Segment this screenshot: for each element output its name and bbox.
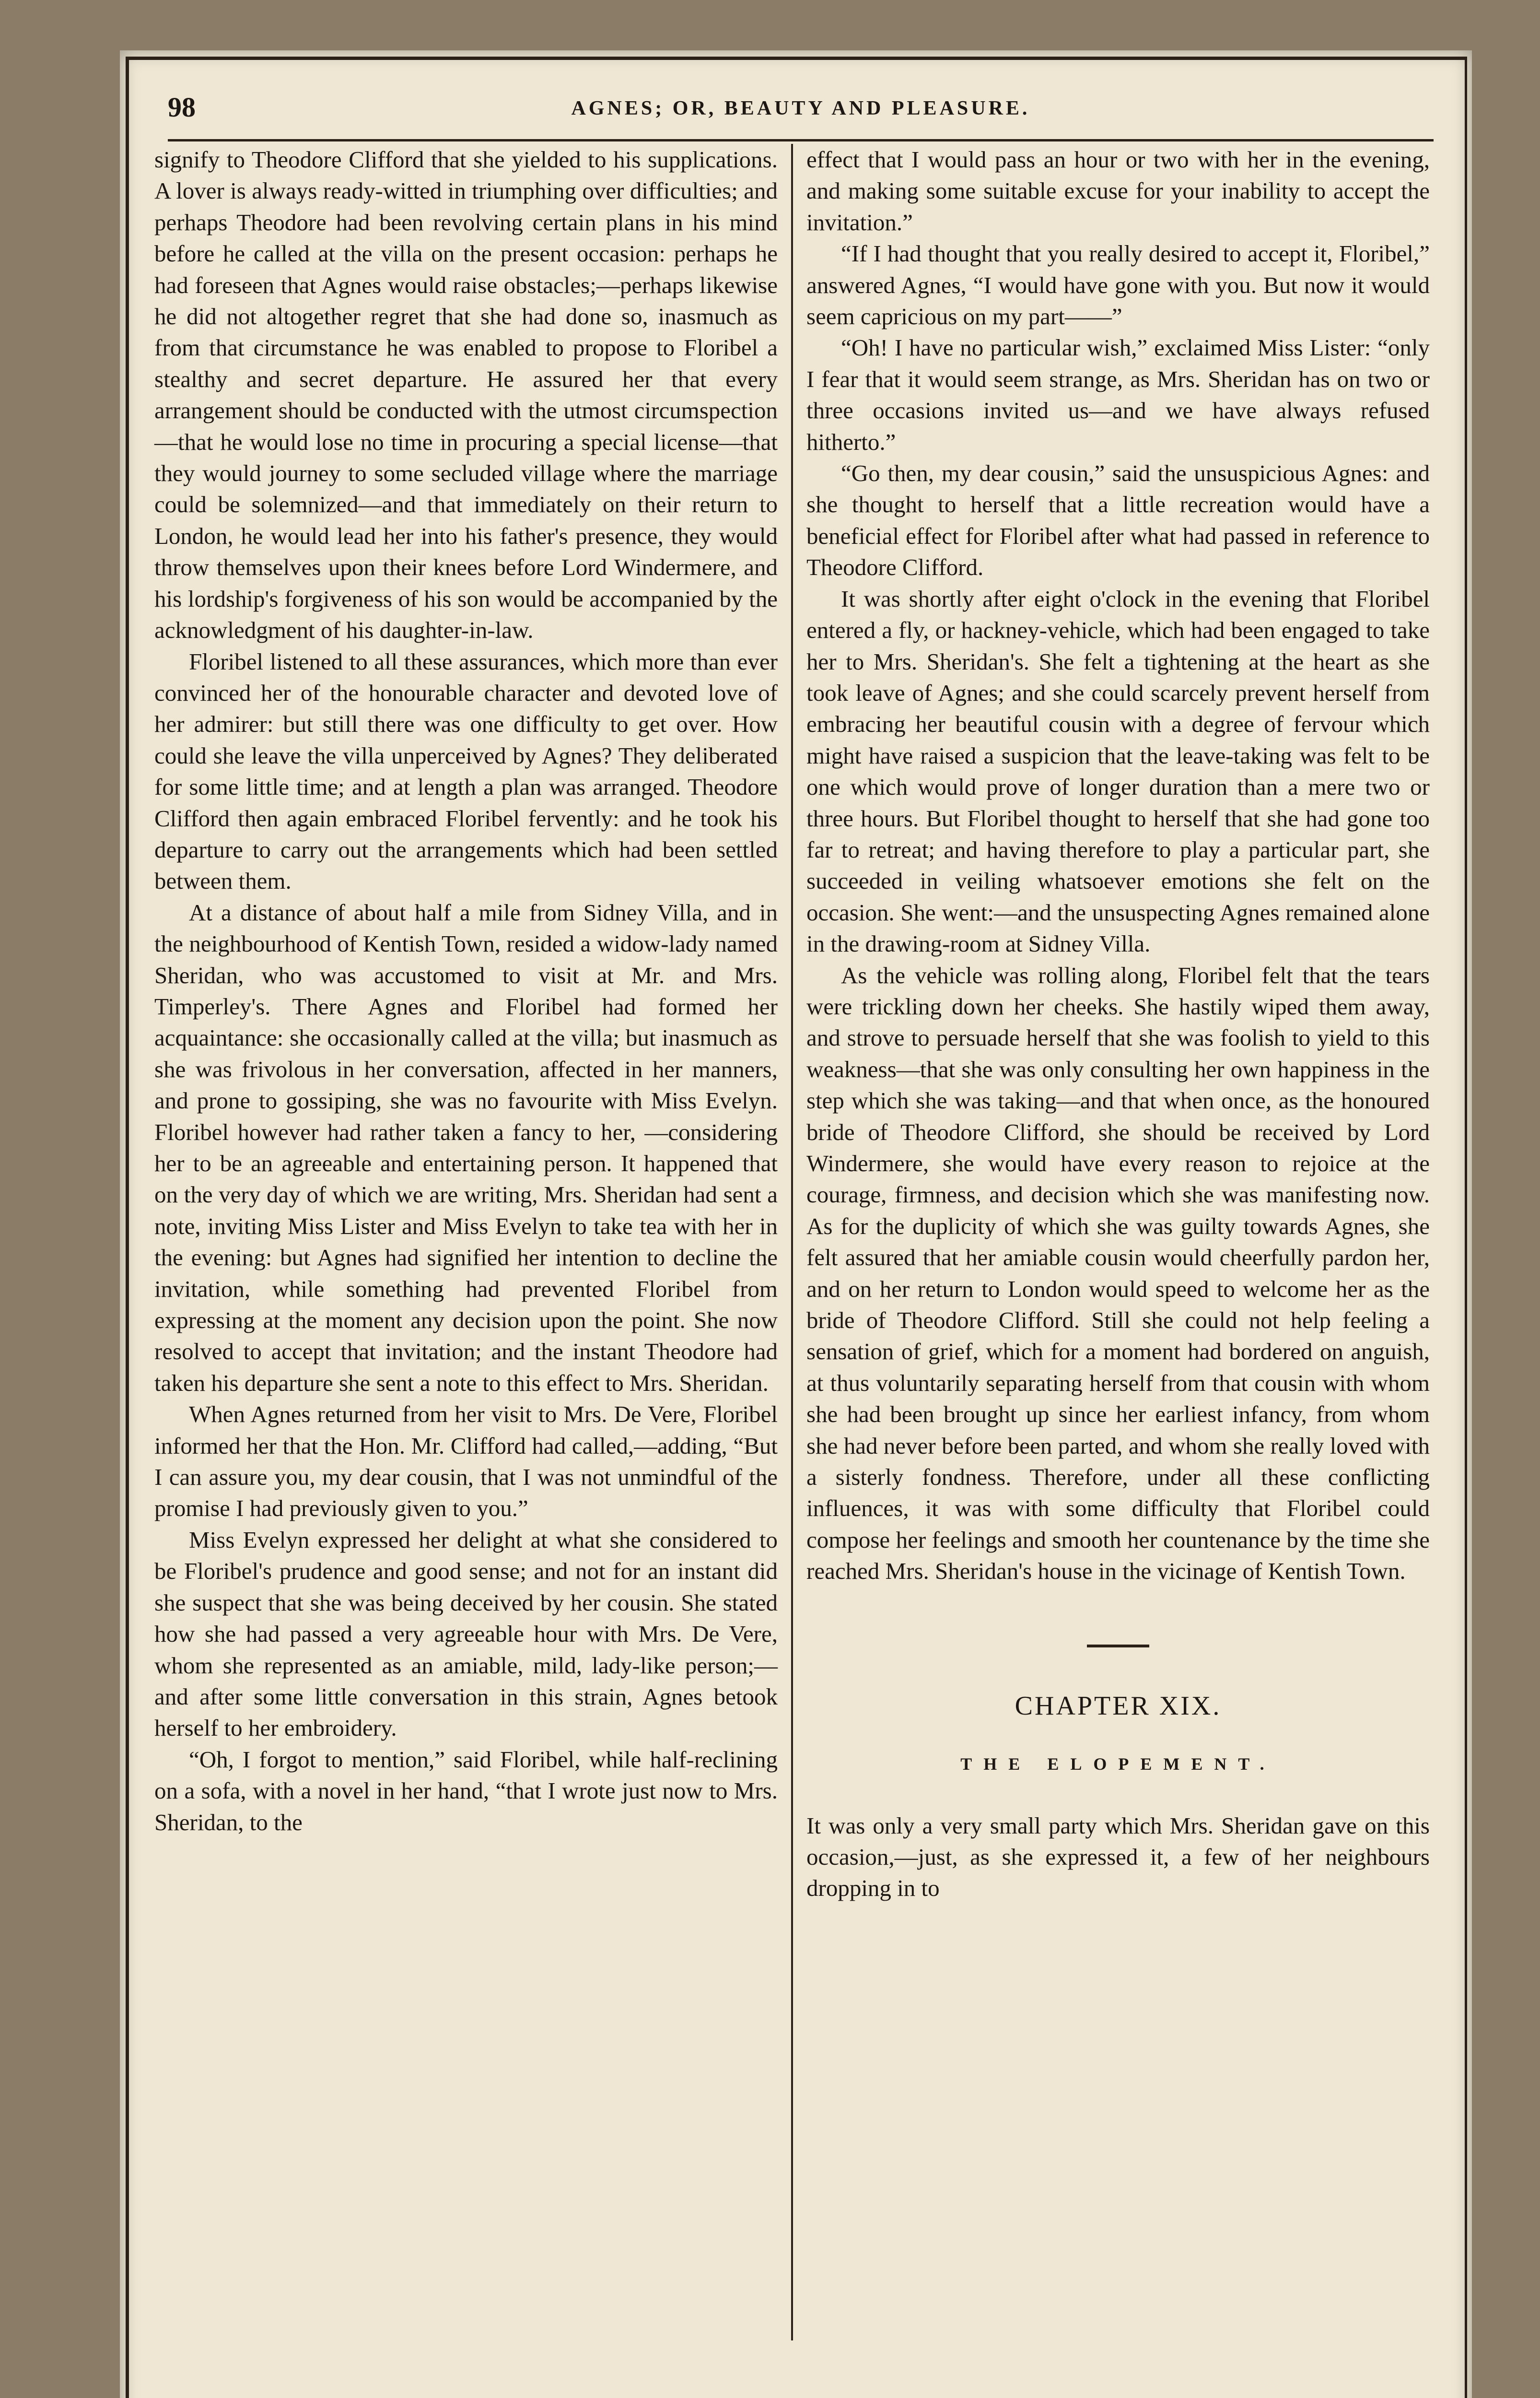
- paragraph: signify to Theodore Clifford that she yielded to his supplications. A lover is always ready-witted in triumphing over difficulties; and perhaps Theodore had been revolving certain plans in his mind before he called at the villa on the present occasion: perhaps he had foreseen that Agnes would raise obstacles;—perhaps likewise he did not altogether regret that she had done so, inasmuch as from that circumstance he was enabled to propose to Floribel a stealthy and secret departure. He assured her that every arrangement should be conducted with the utmost circumspection—that he would lose no time in procuring a special license—that they would journey to some secluded village where the marriage could be solemnized—and that immediately on their return to London, he would lead her into his father's presence, they would throw themselves upon their knees before Lord Windermere, and his lordship's forgiveness of his son would be accompanied by the acknowledgment of his daughter-in-law.: [154, 146, 778, 644]
- left-column: [154, 144, 778, 1838]
- paragraph: Miss Evelyn expressed her delight at what she considered to be Floribel's prudence and good sense; and not for an instant did she suspect that she was being deceived by her cousin. She stated how she had passed a very agreeable hour with Mrs. De Vere, whom she represented as an amiable, mild, lady-like person;—and after some little conversation in this strain, Agnes betook herself to her embroidery.: [154, 1526, 778, 1741]
- paragraph: effect that I would pass an hour or two with her in the evening, and making some suitable excuse for your inability to accept the invitation.”: [806, 146, 1430, 235]
- paragraph: When Agnes returned from her visit to Mrs. De Vere, Floribel informed her that the Hon. Mr. Clifford had called,—adding, “But I can assure you, my dear cousin, that I was not unmindful of the promise I had previously given to you.”: [154, 1401, 778, 1522]
- paragraph: Floribel listened to all these assurances, which more than ever convinced her of the honourable character and devoted love of her admirer: but still there was one difficulty to get over. How could she leave the villa unperceived by Agnes? They deliberated for some little time; and at length a plan was arranged. Theodore Clifford then again embraced Floribel fervently: and he took his departure to carry out the arrangements which had been settled between them.: [154, 648, 778, 894]
- section-divider: [1087, 1645, 1149, 1647]
- paragraph: At a distance of about half a mile from Sidney Villa, and in the neighbourhood of Kentish Town, resided a widow-lady named Sheridan, who was accustomed to visit at Mr. and Mrs. Timperley's. There Agnes and Floribel had formed her acquaintance: she occasionally called at the villa; but inasmuch as she was frivolous in her conversation, affected in her manners, and prone to gossiping, she was no favourite with Miss Evelyn. Floribel however had rather taken a fancy to her, —considering her to be an agreeable and entertaining person. It happened that on the very day of which we are writing, Mrs. Sheridan had sent a note, inviting Miss Lister and Miss Evelyn to take tea with her in the evening: but Agnes had signified her intention to decline the invitation, while something had prevented Floribel from expressing at the moment any decision upon the point. She now resolved to accept that invitation; and the instant Theodore had taken his departure she sent a note to this effect to Mrs. Sheridan.: [154, 899, 778, 1396]
- paragraph: “If I had thought that you really desired to accept it, Floribel,” answered Agnes, “I would have gone with you. But now it would seem capricious on my part——”: [806, 240, 1430, 330]
- chapter-opening-paragraph: It was only a very small party which Mrs. Sheridan gave on this occasion,—just, as she expressed it, a few of her neighbours dropping in to: [806, 1812, 1430, 1902]
- paragraph: “Go then, my dear cousin,” said the unsuspicious Agnes: and she thought to herself that a little recreation would have a beneficial effect for Floribel after what had passed in reference to Theodore Clifford.: [806, 460, 1430, 581]
- paragraph: It was shortly after eight o'clock in the evening that Floribel entered a fly, or hackney-vehicle, which had been engaged to take her to Mrs. Sheridan's. She felt a tightening at the heart as she took leave of Agnes; and she could scarcely prevent herself from embracing her beautiful cousin with a degree of fervour which might have raised a suspicion that the leave-taking was felt to be one which would prove of longer duration than a mere two or three hours. But Floribel thought to herself that she had gone too far to retreat; and having therefore to play a particular part, she succeeded in veiling whatsoever emotions she felt on the occasion. She went:—and the unsuspecting Agnes remained alone in the drawing-room at Sidney Villa.: [806, 585, 1430, 957]
- page-number: 98: [168, 92, 196, 123]
- chapter-title: CHAPTER XIX.: [1015, 1691, 1222, 1721]
- paragraph: “Oh, I forgot to mention,” said Floribel, while half-reclining on a sofa, with a novel in her hand, “that I wrote just now to Mrs. Sheridan, to the: [154, 1746, 778, 1835]
- running-head: AGNES; OR, BEAUTY AND PLEASURE.: [571, 97, 1030, 119]
- column-divider: [791, 144, 793, 2340]
- right-column: [806, 144, 1430, 1904]
- paragraph: As the vehicle was rolling along, Floribel felt that the tears were trickling down her cheeks. She hastily wiped them away, and strove to persuade herself that she was foolish to yield to this weakness—that she was only consulting her own happiness in the step which she was taking—and that when once, as the honoured bride of Theodore Clifford, she should be received by Lord Windermere, she would have every reason to rejoice at the courage, firmness, and decision which she was manifesting now. As for the duplicity of which she was guilty towards Agnes, she felt assured that her amiable cousin would cheerfully pardon her, and on her return to London would speed to welcome her as the bride of Theodore Clifford. Still she could not help feeling a sensation of grief, which for a moment had bordered on anguish, at thus voluntarily separating herself from that cousin with whom she had been brought up since her earliest infancy, from whom she had never before been parted, and whom she really loved with a sisterly fondness. Therefore, under all these conflicting influences, it was with some difficulty that Floribel could compose her feelings and smooth her countenance by the time she reached Mrs. Sheridan's house in the vicinage of Kentish Town.: [806, 962, 1430, 1585]
- page-header: [168, 86, 1434, 141]
- paragraph: “Oh! I have no particular wish,” exclaimed Miss Lister: “only I fear that it would seem strange, as Mrs. Sheridan has on two or three occasions invited us—and we have always refused hitherto.”: [806, 334, 1430, 455]
- chapter-subtitle: THE ELOPEMENT.: [960, 1754, 1276, 1774]
